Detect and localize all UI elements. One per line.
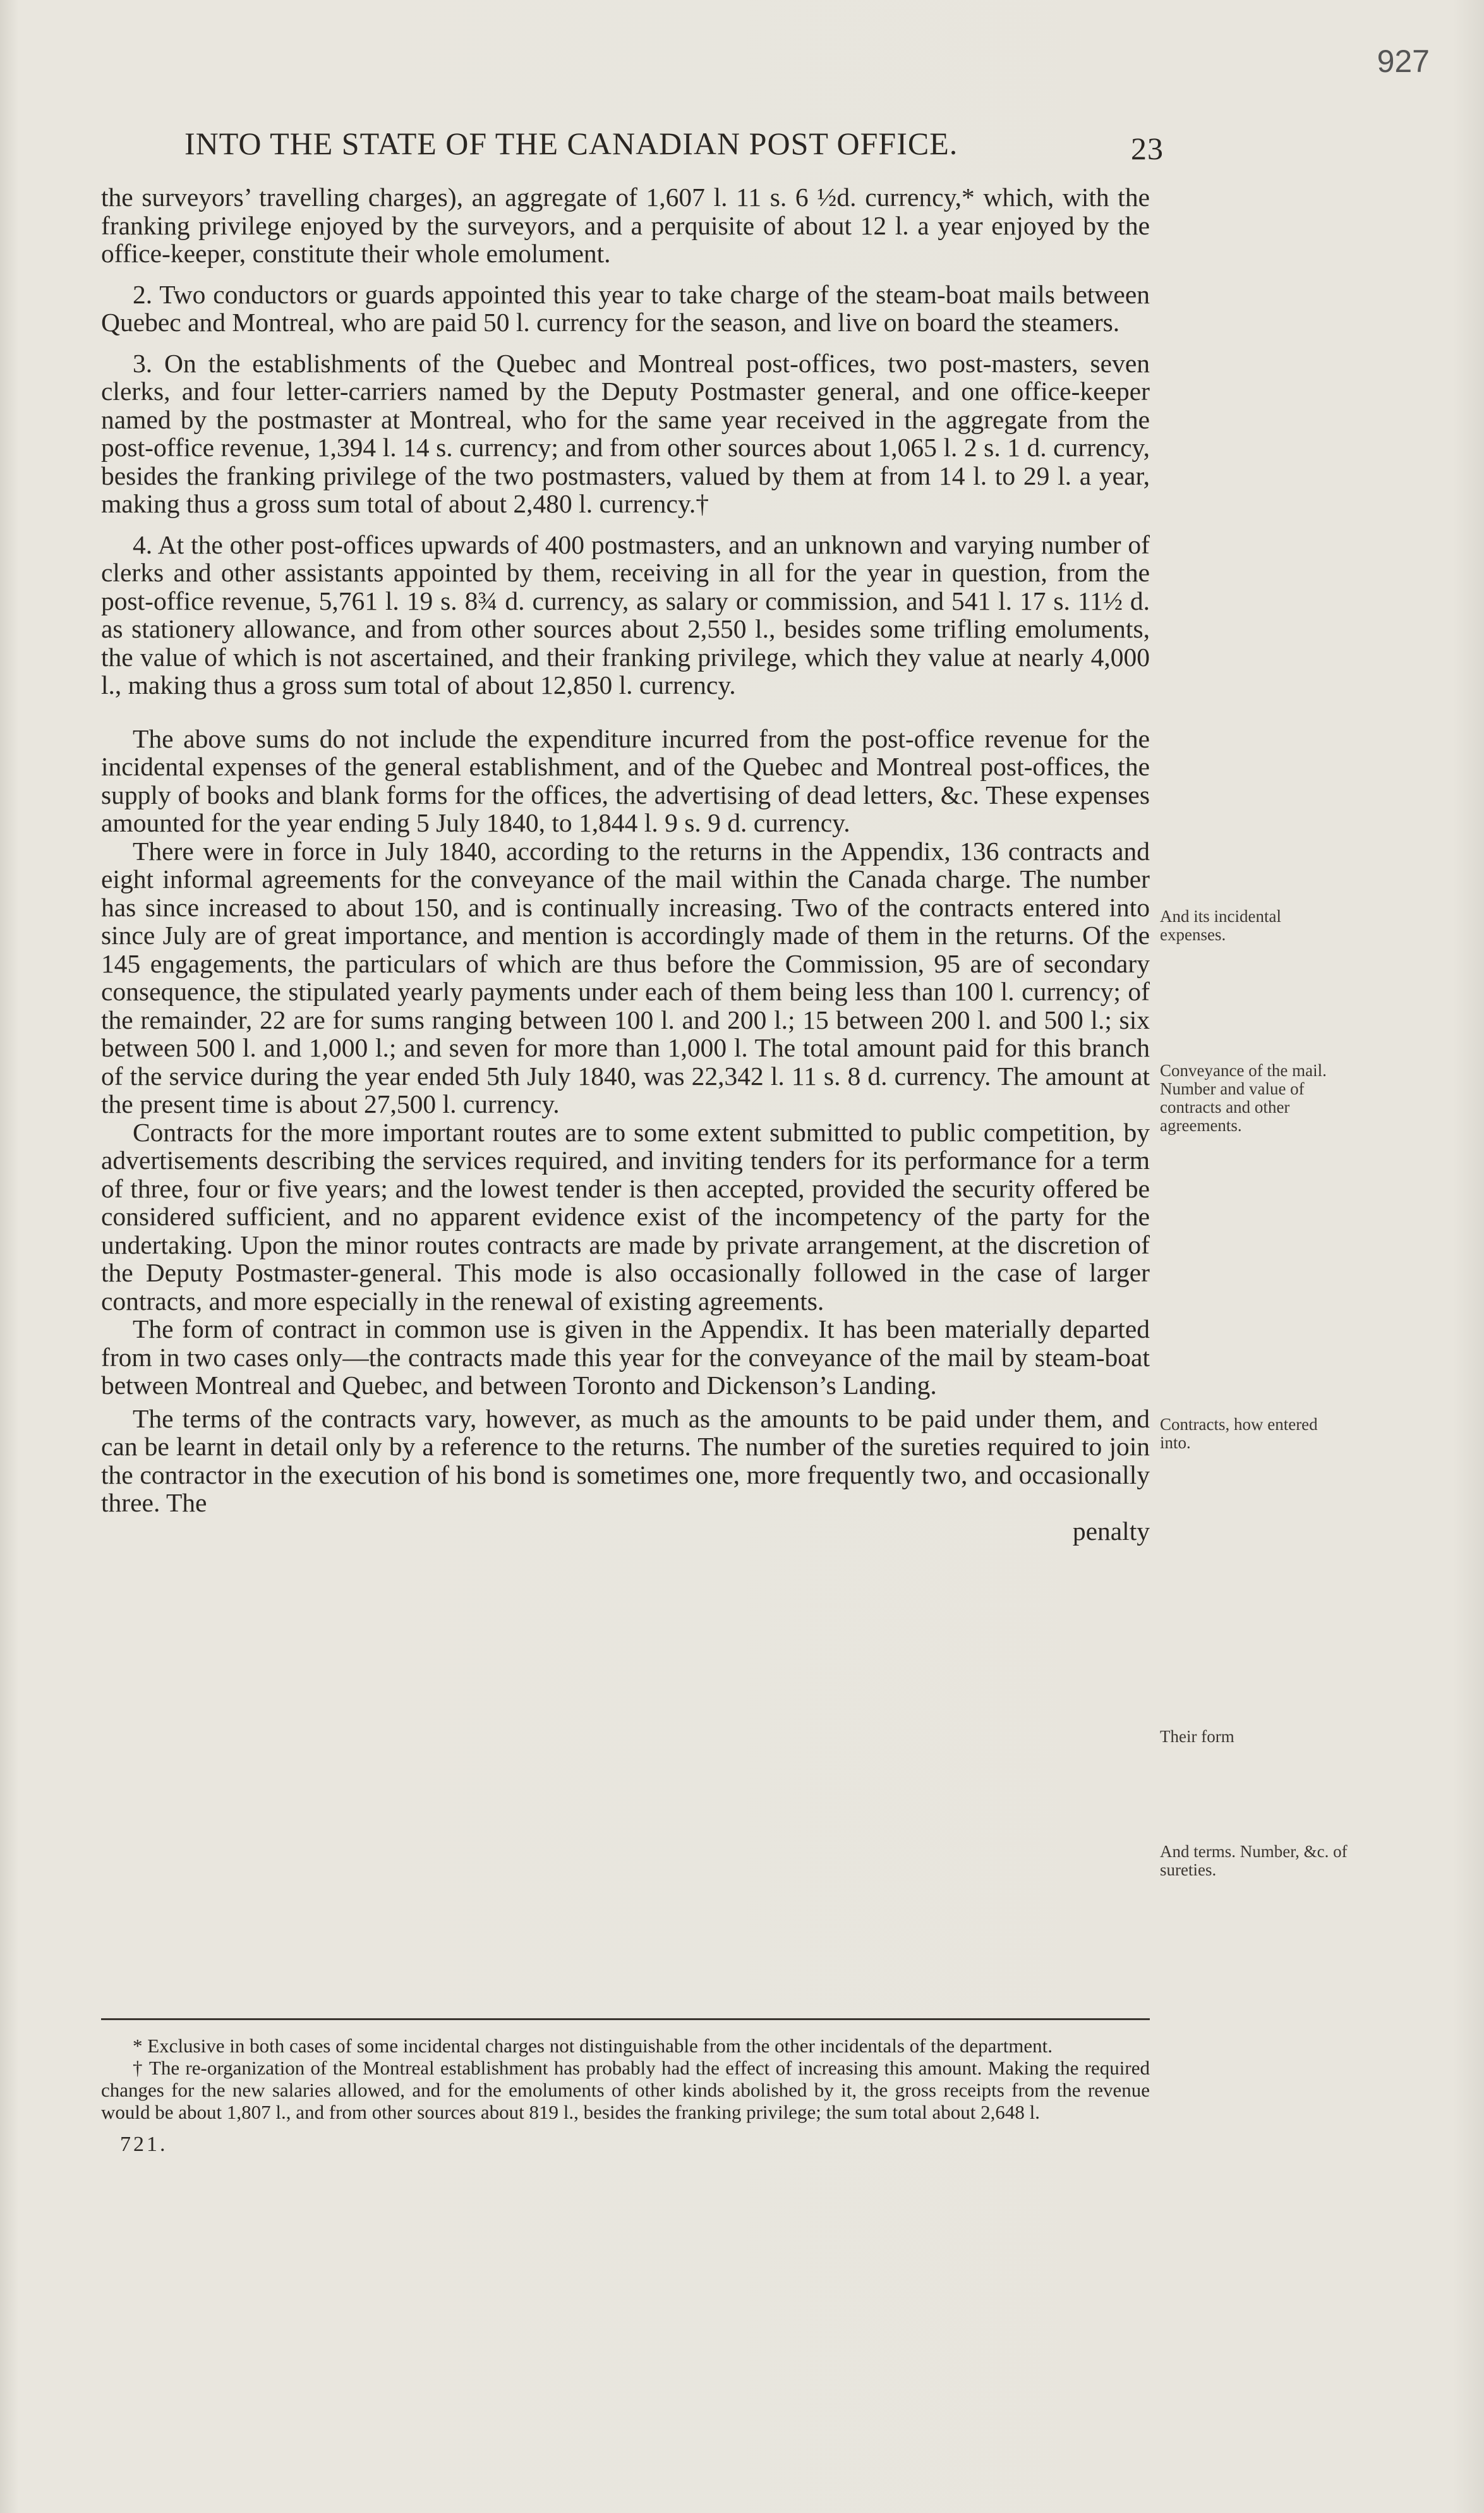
paragraph-form: The form of contract in common use is given in the Appendix. It has been materially departed from in two cases only—the contracts made this year for the conveyance of the mail by steam-boat between Montreal and Quebec, and between Toronto and Dickenson’s Landing.: [101, 1314, 1150, 1400]
footnote-dagger: † The re-organization of the Montreal establishment has probably had the effect of increasing this amount. Making the required changes for the new salaries allowed, and for the emoluments of other kinds abolished by it, the gross receipts from the revenue would be about 1,807 l., and from other sources about 819 l., besides the franking privilege; the sum total about 2,648 l.: [101, 2057, 1150, 2123]
paragraph-contracts: There were in force in July 1840, according to the returns in the Appendix, 136 contracts and eight informal agreements for the conveyance of the mail within the Canada charge. The number has since increased to about 150, and is continually increasing. Two of the contracts entered into since July are of great importance, and mention is accordingly made of them in the returns. Of the 145 engagements, the particulars of which are thus before the Commission, 95 are of secondary consequence, the stipulated yearly payments under each of them being less than 100 l. currency; of the remainder, 22 are for sums ranging between 100 l. and 200 l.; 15 between 200 l. and 500 l.; six between 500 l. and 1,000 l.; and seven for more than 1,000 l. The total amount paid for this branch of the service during the year ended 5th July 1840, was 22,342 l. 11 s. 8 d. currency. The amount at the present time is about 27,500 l. currency.: [101, 836, 1150, 1118]
printer-signature: 721.: [120, 2133, 168, 2156]
margin-note-form: Their form: [1160, 1727, 1234, 1746]
footnotes: [101, 2035, 1150, 2155]
running-header: [184, 125, 1164, 166]
catchword: penalty: [1072, 1516, 1150, 1546]
paragraph-item-2: 2. Two conductors or guards appointed this year to take charge of the steam-boat mails between Quebec and Montreal, who are paid 50 l. currency for the season, and live on board the steamers.: [101, 279, 1150, 337]
footnote-asterisk: * Exclusive in both cases of some incidental charges not distinguishable from the other incidentals of the department.: [133, 2035, 1053, 2057]
page-number: 927: [1377, 44, 1430, 79]
paragraph-item-3: 3. On the establishments of the Quebec and Montreal post-offices, two post-masters, seven clerks, and four letter-carriers named by the Deputy Postmaster general, and one office-keeper named by the postmaster at Montreal, who for the same year received in the aggregate from the post-office revenue, 1,394 l. 14 s. currency; and from other sources about 1,065 l. 2 s. 1 d. currency, besides the franking privilege of the two postmasters, valued by them at from 14 l. to 29 l. a year, making thus a gross sum total of about 2,480 l. currency.†: [101, 348, 1150, 518]
margin-note-incidental: And its incidental expenses.: [1160, 907, 1281, 944]
header-folio: 23: [1131, 131, 1164, 166]
margin-note-conveyance: Conveyance of the mail. Number and value of contracts and other agreements.: [1160, 1061, 1327, 1135]
margin-note-terms: And terms. Number, &c. of sureties.: [1160, 1842, 1348, 1879]
paragraph-item-4: 4. At the other post-offices upwards of 400 postmasters, and an unknown and varying number of clerks and other assistants appointed by them, receiving in all for the year in question, from the post-office revenue, 5,761 l. 19 s. 8¾ d. currency, as salary or commission, and 541 l. 17 s. 11½ d. as stationery allowance, and from other sources about 2,550 l., besides some trifling emoluments, the value of which is not ascertained, and their franking privilege, which they value at nearly 4,000 l., making thus a gross sum total of about 12,850 l. currency.: [101, 530, 1150, 699]
header-title: INTO THE STATE OF THE CANADIAN POST OFFICE.: [184, 126, 958, 161]
paragraph-continuation: the surveyors’ travelling charges), an aggregate of 1,607 l. 11 s. 6 ½d. currency,* which, with the franking privilege enjoyed by the surveyors, and a perquisite of about 12 l. a year enjoyed by the office-keeper, constitute their whole emolument.: [101, 183, 1150, 268]
paragraph-terms: The terms of the contracts vary, however, as much as the amounts to be paid under them, and can be learnt in detail only by a reference to the returns. The number of the sureties required to join the contractor in the execution of his bond is sometimes one, more frequently two, and occasionally three. The: [101, 1403, 1150, 1517]
margin-note-contracts-how: Contracts, how entered into.: [1160, 1415, 1318, 1452]
footnote-rule: [101, 2018, 1150, 2020]
paragraph-incidental-expenses: The above sums do not include the expenditure incurred from the post-office revenue for the incidental expenses of the general establishment, and of the Quebec and Montreal post-offices, the supply of books and blank forms for the offices, the advertising of dead letters, &c. These expenses amounted for the year ending 5 July 1840, to 1,844 l. 9 s. 9 d. currency.: [101, 724, 1150, 837]
paragraph-contracts-how: Contracts for the more important routes are to some extent submitted to public competition, by advertisements describing the services required, and inviting tenders for its performance for a term of three, four or five years; and the lowest tender is then accepted, provided the security offered be considered sufficient, and no apparent evidence exist of the incompetency of the party for the undertaking. Upon the minor routes contracts are made by private arrangement, at the discretion of the Deputy Postmaster-general. This mode is also occasionally followed in the case of larger contracts, and more especially in the renewal of existing agreements.: [101, 1117, 1150, 1316]
main-text: [101, 183, 1150, 1545]
